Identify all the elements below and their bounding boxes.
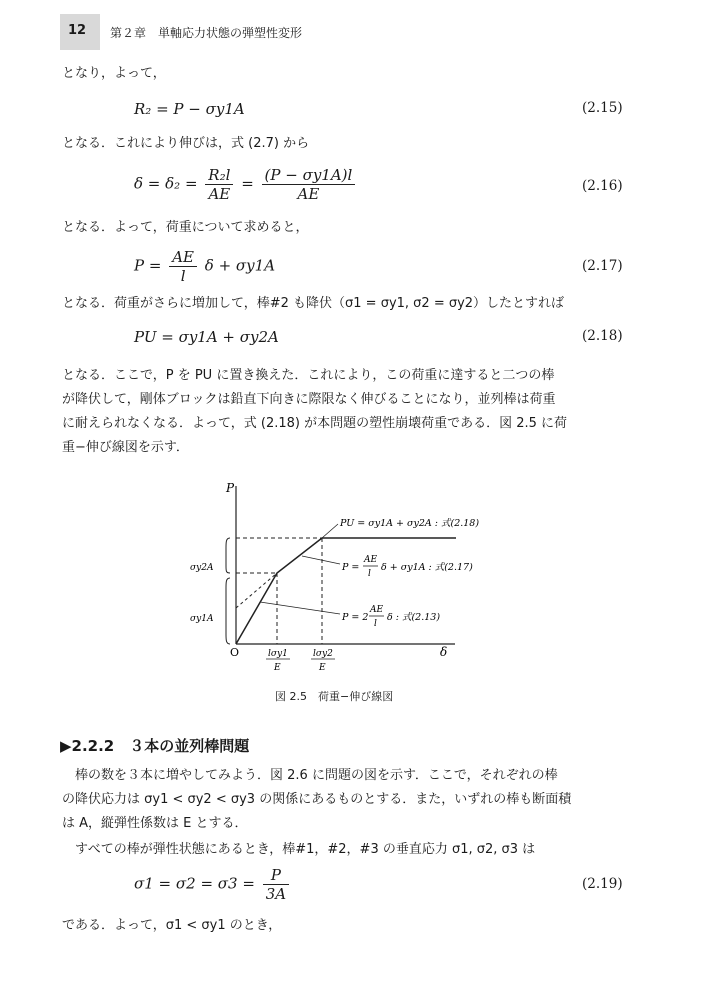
x-tick-2-den: E [319, 663, 326, 673]
paragraph-3: となる．よって，荷重について求めると， [62, 220, 309, 235]
equation-number-2-16: (2.16) [582, 178, 623, 194]
eq216-f2-den: AE [297, 185, 320, 203]
paragraph-5-line-2: が降伏して，剛体ブロックは鉛直下向きに際限なく伸びることになり，並列棒は荷重 [62, 392, 556, 407]
eq216-f1-den: AE [208, 185, 231, 203]
page-header [0, 0, 702, 58]
paragraph-4: となる．荷重がさらに増加して，棒#2 も降伏（σ1 = σy1, σ2 = σy2）したとすれば [62, 296, 565, 311]
paragraph-6-line-1: 棒の数を３本に増やしてみよう．図 2.6 に問題の図を示す．ここで，それぞれの棒 [75, 768, 558, 783]
section-heading: ▶2.2.2 ３本の並列棒問題 [60, 737, 250, 755]
equation-2-15: R₂ = P − σy1A [134, 100, 245, 118]
eq219-f-num: P [263, 866, 289, 885]
eq219-lhs: σ1 = σ2 = σ3 = [134, 874, 255, 893]
y-axis-label: P [226, 481, 235, 495]
equation-number-2-19: (2.19) [582, 876, 623, 892]
eq217-lhs: P = [134, 256, 162, 275]
equation-number-2-17: (2.17) [582, 258, 623, 274]
bracket-upper [226, 538, 230, 573]
equation-2-19 [134, 866, 292, 903]
label-middle-pre: P = [342, 562, 360, 573]
leader-plateau [322, 524, 338, 538]
figure-caption: 図 2.5 荷重−伸び線図 [275, 690, 394, 703]
equation-2-16 [134, 166, 358, 203]
paragraph-7: すべての棒が弾性状態にあるとき，棒#1，#2，#3 の垂直応力 σ1, σ2, σ3 は [75, 842, 536, 857]
guide-extension [236, 573, 277, 608]
eq216-fraction-1 [205, 166, 233, 203]
label-initial-den: l [374, 619, 377, 629]
equation-2-18: PU = σy1A + σy2A [134, 328, 279, 346]
eq217-fraction [169, 248, 197, 285]
label-middle-den: l [368, 569, 371, 579]
bracket-lower [226, 578, 230, 644]
chapter-title: 第２章 単軸応力状態の弾塑性変形 [110, 26, 303, 40]
eq217-f-den: l [180, 267, 186, 285]
eq216-f2-num: (P − σy1A)l [262, 166, 356, 185]
paragraph-1: となり，よって， [62, 66, 166, 81]
eq217-f-num: AE [169, 248, 197, 267]
paragraph-6-line-3: は A，縦弾性係数は E とする． [62, 816, 248, 831]
label-plateau: PU = σy1A + σy2A : 式(2.18) [340, 518, 480, 529]
label-middle-num: AE [364, 555, 378, 565]
eq219-fraction [263, 866, 289, 903]
paragraph-2: となる．これにより伸びは，式 (2.7) から [62, 136, 310, 151]
leader-initial [260, 602, 340, 614]
paragraph-5-line-3: に耐えられなくなる．よって，式 (2.18) が本問題の塑性崩壊荷重である．図 2.5 に荷 [62, 416, 568, 431]
leader-middle [302, 556, 340, 564]
eq219-f-den: 3A [265, 885, 287, 903]
x-axis-label: δ [440, 645, 448, 659]
equation-number-2-15: (2.15) [582, 100, 623, 116]
paragraph-5-line-4: 重−伸び線図を示す． [62, 440, 189, 455]
paragraph-8: である．よって，σ1 < σy1 のとき， [62, 918, 282, 933]
y-tick-lower: σy1A [190, 614, 214, 624]
eq216-f1-num: R₂l [205, 166, 233, 185]
label-initial-num: AE [370, 605, 384, 615]
eq216-lhs: δ = δ₂ = [134, 174, 198, 193]
label-initial-post: δ : 式(2.13) [387, 612, 441, 623]
equation-2-17 [134, 248, 275, 285]
x-tick-1-den: E [274, 663, 281, 673]
load-elongation-curve [236, 538, 456, 644]
x-tick-2-num: lσy2 [313, 649, 333, 659]
eq216-fraction-2 [262, 166, 356, 203]
label-middle-post: δ + σy1A : 式(2.17) [381, 562, 473, 573]
figure-load-elongation-diagram [180, 478, 520, 683]
eq216-equals: = [241, 174, 254, 193]
x-tick-1-num: lσy1 [268, 649, 288, 659]
label-initial-pre: P = 2 [342, 612, 369, 623]
origin-label: O [230, 646, 240, 659]
eq217-rhs: δ + σy1A [204, 256, 276, 275]
y-tick-upper: σy2A [190, 563, 214, 573]
paragraph-5-line-1: となる．ここで，P を PU に置き換えた．これにより，この荷重に達すると二つの棒 [62, 368, 555, 383]
equation-number-2-18: (2.18) [582, 328, 623, 344]
paragraph-6-line-2: の降伏応力は σy1 < σy2 < σy3 の関係にあるものとする．また，いずれの棒も断面積 [62, 792, 572, 807]
page-number: 12 [68, 23, 87, 38]
